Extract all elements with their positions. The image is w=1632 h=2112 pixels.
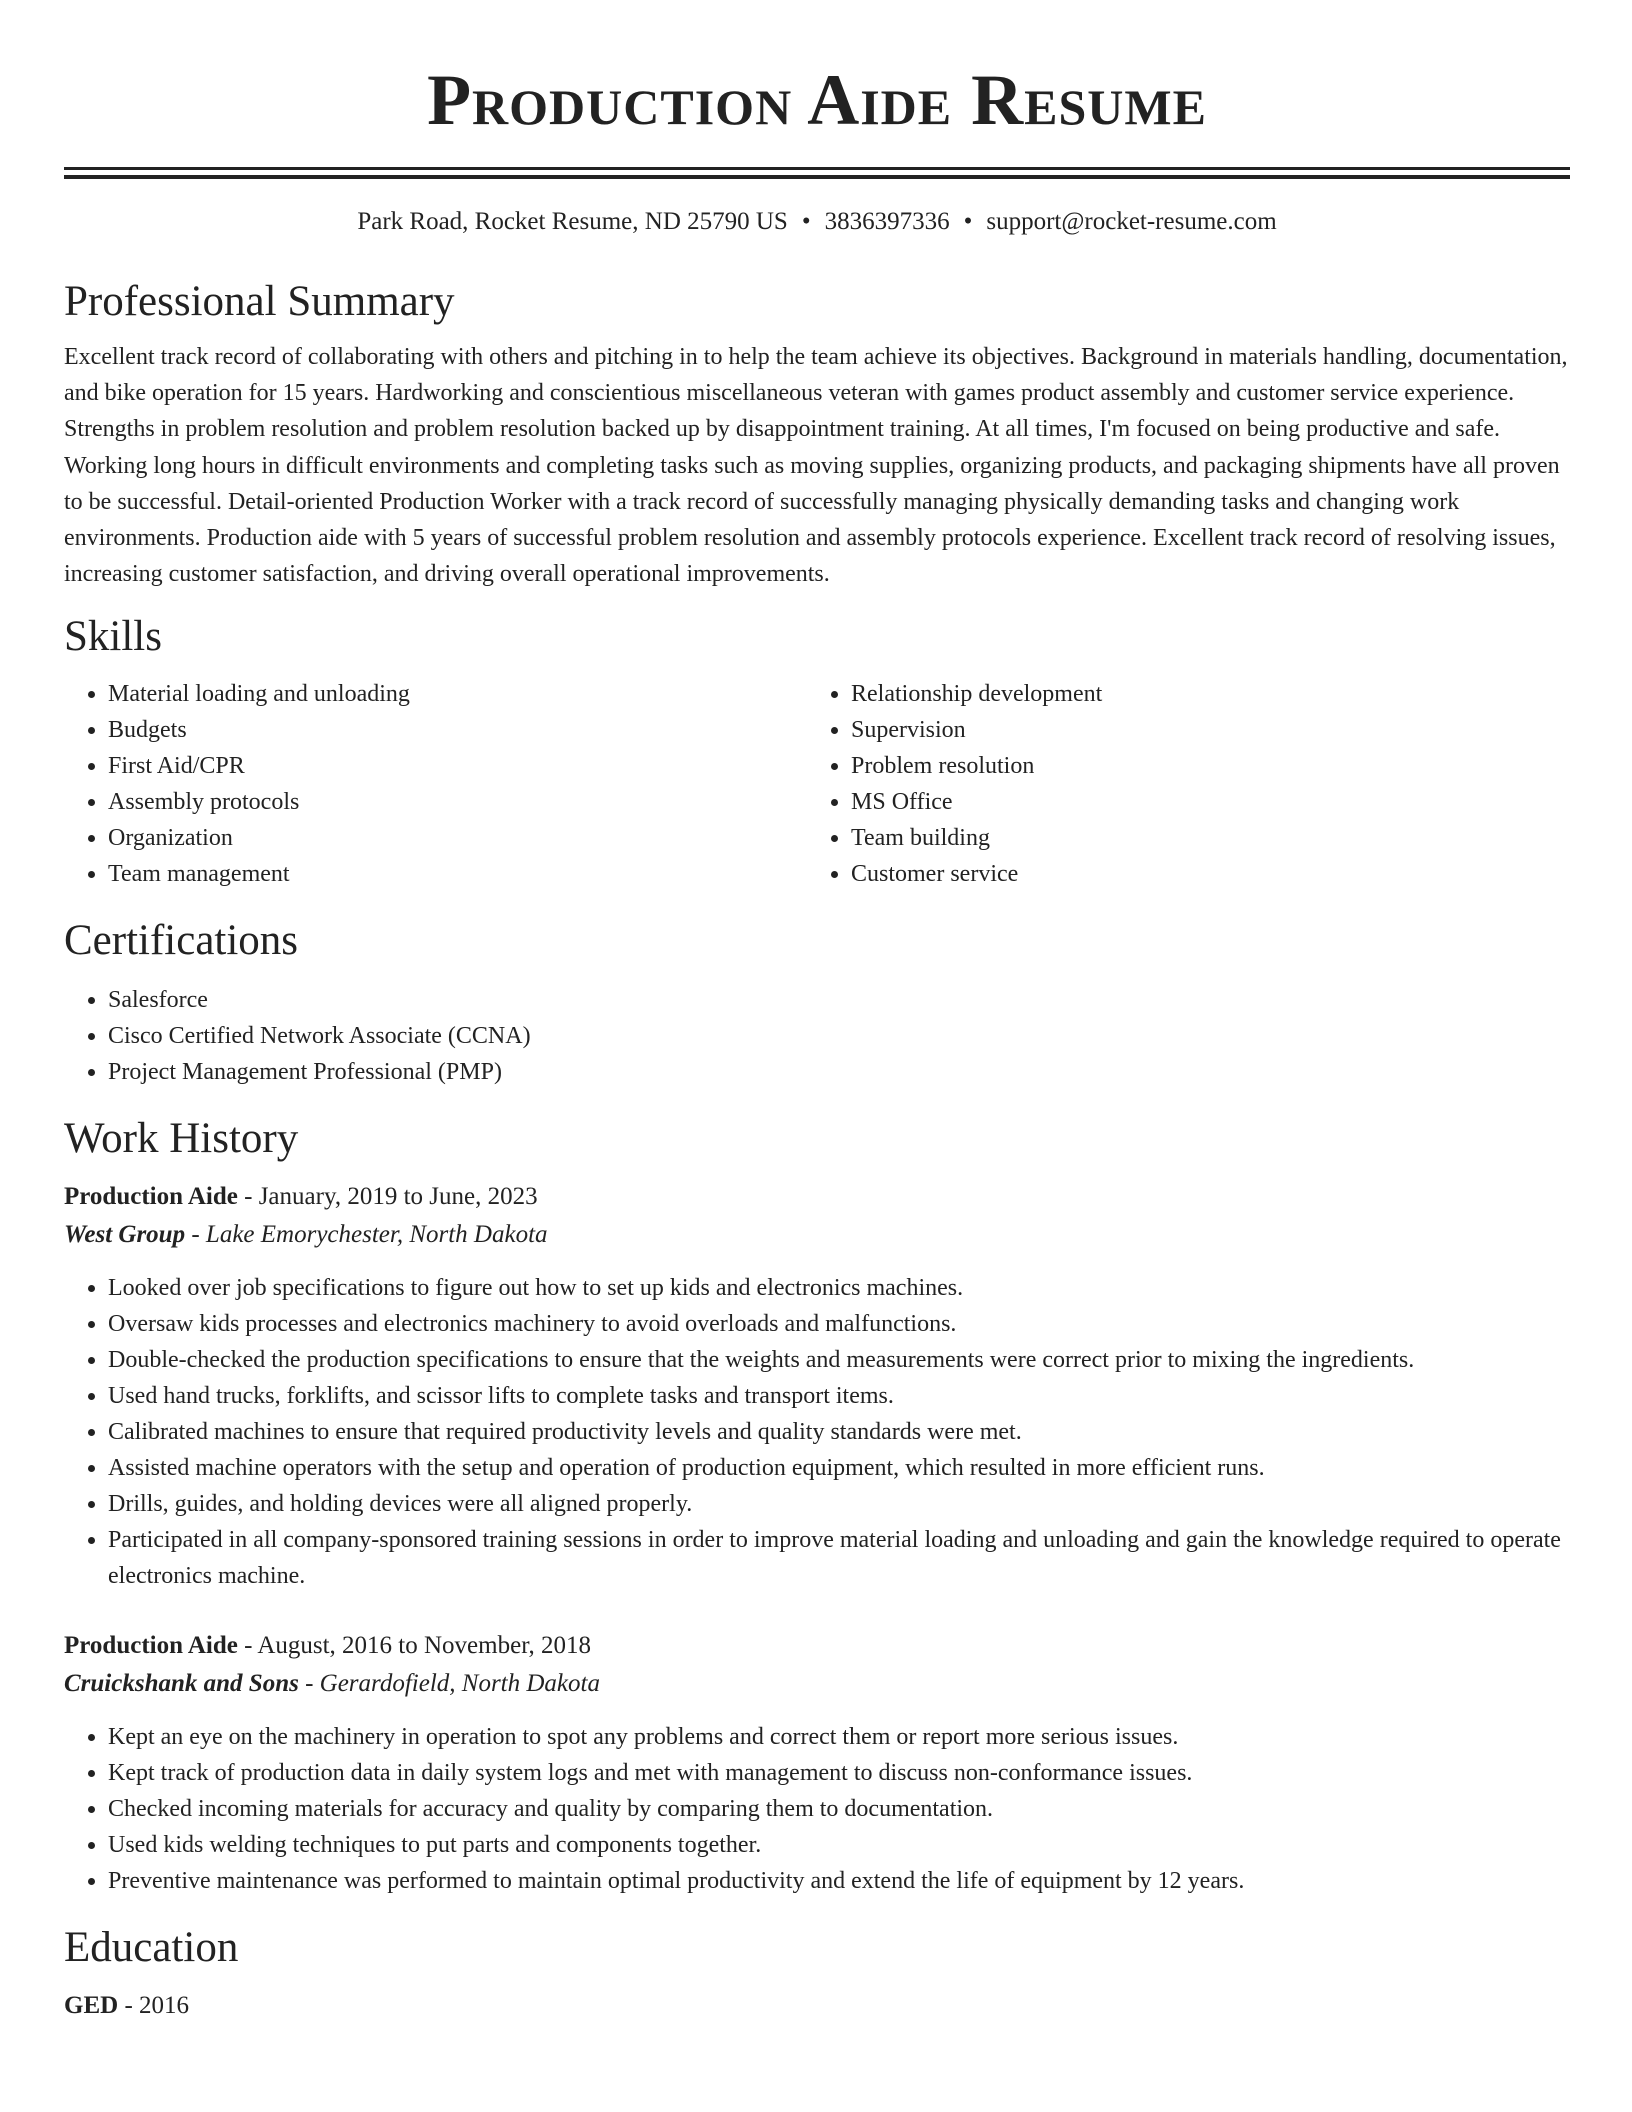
job-dates: - January, 2019 to June, 2023 — [237, 1183, 538, 1211]
skill-item: • Relationship development — [851, 676, 1550, 712]
job-duty: • Checked incoming materials for accuracy and quality by comparing them to documentation. — [108, 1791, 1570, 1827]
skill-item: • Team building — [851, 820, 1550, 856]
contact-separator: • — [963, 208, 973, 235]
job-duty: • Used kids welding techniques to put parts and components together. — [108, 1827, 1570, 1863]
job-dates: - August, 2016 to November, 2018 — [237, 1632, 592, 1660]
job-title: Production Aide — [64, 1183, 238, 1211]
job-location: - Gerardofield, North Dakota — [298, 1670, 600, 1698]
certification-item: • Salesforce — [108, 982, 1570, 1018]
job-duty: • Assisted machine operators with the setup and operation of production equipment, which resulted in more efficient runs. — [108, 1450, 1570, 1486]
certifications-list — [64, 982, 1570, 1090]
contact-line — [64, 205, 1570, 239]
skill-item: • First Aid/CPR — [108, 748, 807, 784]
skill-item: • MS Office — [851, 784, 1550, 820]
job-duties-list — [64, 1270, 1570, 1594]
skills-column-right — [807, 676, 1550, 892]
contact-email[interactable]: support@rocket-resume.com — [986, 208, 1277, 235]
skill-item: • Team management — [108, 856, 807, 892]
contact-separator: • — [801, 208, 811, 235]
job-company-line — [64, 1665, 1570, 1703]
job-duty: • Oversaw kids processes and electronics machinery to avoid overloads and malfunctions. — [108, 1306, 1570, 1342]
education-heading: Education — [64, 1924, 239, 1972]
skill-item: • Customer service — [851, 856, 1550, 892]
job-duties-list — [64, 1719, 1570, 1899]
certification-item: • Cisco Certified Network Associate (CCNA) — [108, 1018, 1570, 1054]
job-duty: • Used hand trucks, forklifts, and scissor lifts to complete tasks and transport items. — [108, 1378, 1570, 1414]
summary-text: Excellent track record of collaborating with others and pitching in to help the team achieve its objectives. Background in materials handling, documentation, and bike operation for 15 years. Hardworking and conscientious miscellaneous veteran with games product assembly and customer service experience. Strengths in problem resolution and problem resolution backed up by disappointment training. At all times, I'm focused on being productive and safe. Working long hours in difficult environments and completing tasks such as moving supplies, organizing products, and packaging shipments have all proven to be successful. Detail-oriented Production Worker with a track record of successfully managing physically demanding tasks and changing work environments. Production aide with 5 years of successful problem resolution and assembly protocols experience. Excellent track record of resolving issues, increasing customer satisfaction, and driving overall operational improvements. — [64, 344, 1568, 588]
job-title-line — [64, 1627, 1570, 1665]
education-degree: GED — [64, 1992, 119, 2020]
job-company: West Group — [64, 1221, 186, 1249]
job-duty: • Kept track of production data in daily system logs and met with management to discuss non-conformance issues. — [108, 1755, 1570, 1791]
skill-item: • Budgets — [108, 712, 807, 748]
summary-heading: Professional Summary — [64, 278, 455, 325]
education-year: - 2016 — [118, 1992, 190, 2020]
job-location: - Lake Emorychester, North Dakota — [185, 1221, 548, 1249]
job-duty: • Preventive maintenance was performed to maintain optimal productivity and extend the life of equipment by 12 years. — [108, 1863, 1570, 1899]
job-company-line — [64, 1216, 1570, 1254]
job-title-line — [64, 1178, 1570, 1216]
job-entry — [64, 1178, 1570, 1594]
resume-title: Production Aide Resume — [427, 60, 1207, 140]
job-duty: • Participated in all company-sponsored training sessions in order to improve material loading and unloading and gain the knowledge required to operate electronics machine. — [108, 1522, 1570, 1594]
job-entry — [64, 1627, 1570, 1899]
contact-phone: 3836397336 — [824, 208, 950, 235]
job-duty: • Looked over job specifications to figure out how to set up kids and electronics machines. — [108, 1270, 1570, 1306]
skill-item: • Problem resolution — [851, 748, 1550, 784]
job-duty: • Drills, guides, and holding devices were all aligned properly. — [108, 1486, 1570, 1522]
skill-item: • Assembly protocols — [108, 784, 807, 820]
certification-item: • Project Management Professional (PMP) — [108, 1054, 1570, 1090]
job-duty: • Kept an eye on the machinery in operation to spot any problems and correct them or report more serious issues. — [108, 1719, 1570, 1755]
work-history-heading: Work History — [64, 1115, 299, 1163]
job-duty: • Double-checked the production specifications to ensure that the weights and measurements were correct prior to mixing the ingredients. — [108, 1342, 1570, 1378]
skills-column-left — [64, 676, 807, 892]
job-title: Production Aide — [64, 1632, 238, 1660]
title-double-rule — [64, 167, 1570, 179]
contact-address: Park Road, Rocket Resume, ND 25790 US — [357, 208, 788, 235]
skill-item: • Supervision — [851, 712, 1550, 748]
certifications-heading: Certifications — [64, 917, 299, 965]
job-duty: • Calibrated machines to ensure that required productivity levels and quality standards were met. — [108, 1414, 1570, 1450]
skills-list — [64, 676, 1570, 892]
job-company: Cruickshank and Sons — [64, 1670, 299, 1698]
skills-heading: Skills — [64, 613, 162, 661]
education-entry — [64, 1987, 1570, 2025]
resume-page — [64, 0, 1570, 2025]
skill-item: • Organization — [108, 820, 807, 856]
skill-item: • Material loading and unloading — [108, 676, 807, 712]
